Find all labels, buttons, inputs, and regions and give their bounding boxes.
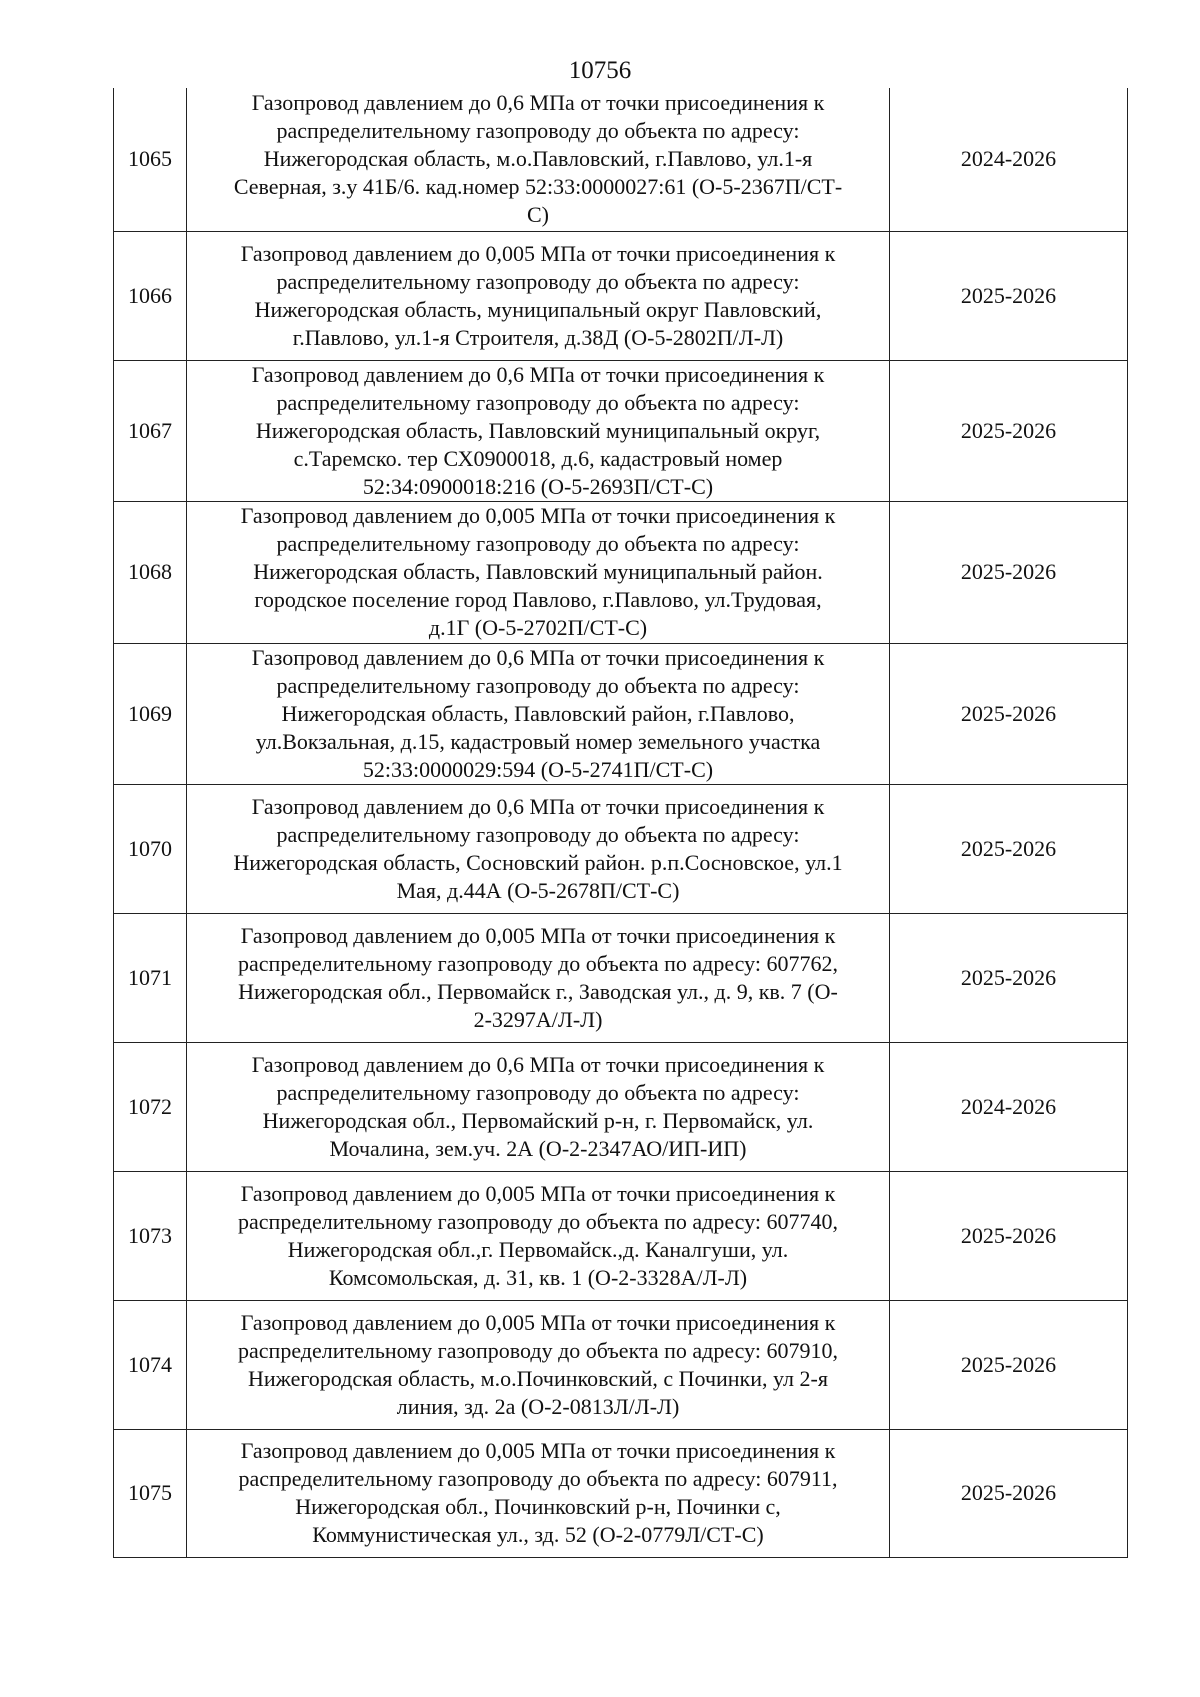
row-period: 2025-2026 xyxy=(890,1300,1128,1429)
row-period: 2025-2026 xyxy=(890,501,1128,643)
row-period: 2025-2026 xyxy=(890,784,1128,913)
page-number: 10756 xyxy=(568,57,632,84)
row-number: 1072 xyxy=(114,1042,187,1171)
row-period: 2024-2026 xyxy=(890,1042,1128,1171)
table-row xyxy=(114,784,1128,913)
row-number: 1066 xyxy=(114,231,187,360)
row-period: 2025-2026 xyxy=(890,643,1128,784)
table-row xyxy=(114,1042,1128,1171)
row-description: Газопровод давлением до 0,6 МПа от точки присоединения к распределительному газопроводу до объекта по адресу: Нижегородская область, Павловский муниципальный округ, с.Таремско. тер СХ0900018, д.6, кадастровый номер 52:34:0900018:216 (О-5-2693П/СТ-С) xyxy=(187,360,890,501)
row-description: Газопровод давлением до 0,005 МПа от точки присоединения к распределительному газопроводу до объекта по адресу: Нижегородская область, муниципальный округ Павловский, г.Павлово, ул.1-я Строителя, д.38Д (О-5-2802П/Л-Л) xyxy=(187,231,890,360)
row-description: Газопровод давлением до 0,005 МПа от точки присоединения к распределительному газопроводу до объекта по адресу: 607910, Нижегородская область, м.о.Починковский, с Починки, ул 2-я линия, зд. 2а (О-2-0813Л/Л-Л) xyxy=(187,1300,890,1429)
table-row xyxy=(114,1300,1128,1429)
row-number: 1073 xyxy=(114,1171,187,1300)
objects-table-body xyxy=(114,88,1128,1557)
table-row xyxy=(114,231,1128,360)
row-description: Газопровод давлением до 0,6 МПа от точки присоединения к распределительному газопроводу до объекта по адресу: Нижегородская обл., Первомайский р-н, г. Первомайск, ул. Мочалина, зем.уч. 2А (О-2-2347АО/ИП-ИП) xyxy=(187,1042,890,1171)
table-row xyxy=(114,501,1128,643)
table-row xyxy=(114,643,1128,784)
table-row xyxy=(114,1429,1128,1557)
row-description: Газопровод давлением до 0,005 МПа от точки присоединения к распределительному газопроводу до объекта по адресу: 607762, Нижегородская обл., Первомайск г., Заводская ул., д. 9, кв. 7 (О- 2-3297А/Л-Л) xyxy=(187,913,890,1042)
row-description: Газопровод давлением до 0,005 МПа от точки присоединения к распределительному газопроводу до объекта по адресу: 607911, Нижегородская обл., Починковский р-н, Починки с, Коммунистическая ул., зд. 52 (О-2-0779Л/СТ-С) xyxy=(187,1429,890,1557)
objects-table xyxy=(113,88,1128,1558)
row-period: 2025-2026 xyxy=(890,1429,1128,1557)
row-period: 2025-2026 xyxy=(890,913,1128,1042)
row-period: 2024-2026 xyxy=(890,88,1128,231)
row-description: Газопровод давлением до 0,6 МПа от точки присоединения к распределительному газопроводу до объекта по адресу: Нижегородская область, Сосновский район. р.п.Сосновское, ул.1 Мая, д.44А (О-5-2678П/СТ-С) xyxy=(187,784,890,913)
row-number: 1067 xyxy=(114,360,187,501)
row-period: 2025-2026 xyxy=(890,231,1128,360)
row-description: Газопровод давлением до 0,005 МПа от точки присоединения к распределительному газопроводу до объекта по адресу: 607740, Нижегородская обл.,г. Первомайск.,д. Каналгуши, ул. Комсомольская, д. 31, кв. 1 (О-2-3328А/Л-Л) xyxy=(187,1171,890,1300)
row-description: Газопровод давлением до 0,6 МПа от точки присоединения к распределительному газопроводу до объекта по адресу: Нижегородская область, Павловский район, г.Павлово, ул.Вокзальная, д.15, кадастровый номер земельного участка 52:33:0000029:594 (О-5-2741П/СТ-С) xyxy=(187,643,890,784)
row-description: Газопровод давлением до 0,005 МПа от точки присоединения к распределительному газопроводу до объекта по адресу: Нижегородская область, Павловский муниципальный район. городское поселение город Павлово, г.Павлово, ул.Трудовая, д.1Г (О-5-2702П/СТ-С) xyxy=(187,501,890,643)
row-number: 1071 xyxy=(114,913,187,1042)
row-number: 1075 xyxy=(114,1429,187,1557)
table-row xyxy=(114,1171,1128,1300)
row-description: Газопровод давлением до 0,6 МПа от точки присоединения к распределительному газопроводу до объекта по адресу: Нижегородская область, м.о.Павловский, г.Павлово, ул.1-я Северная, з.у 41Б/6. кад.номер 52:33:0000027:61 (О-5-2367П/СТ- С) xyxy=(187,88,890,231)
table-row xyxy=(114,88,1128,231)
row-period: 2025-2026 xyxy=(890,360,1128,501)
row-number: 1069 xyxy=(114,643,187,784)
row-period: 2025-2026 xyxy=(890,1171,1128,1300)
row-number: 1065 xyxy=(114,88,187,231)
row-number: 1074 xyxy=(114,1300,187,1429)
table-row xyxy=(114,360,1128,501)
table-row xyxy=(114,913,1128,1042)
row-number: 1070 xyxy=(114,784,187,913)
row-number: 1068 xyxy=(114,501,187,643)
